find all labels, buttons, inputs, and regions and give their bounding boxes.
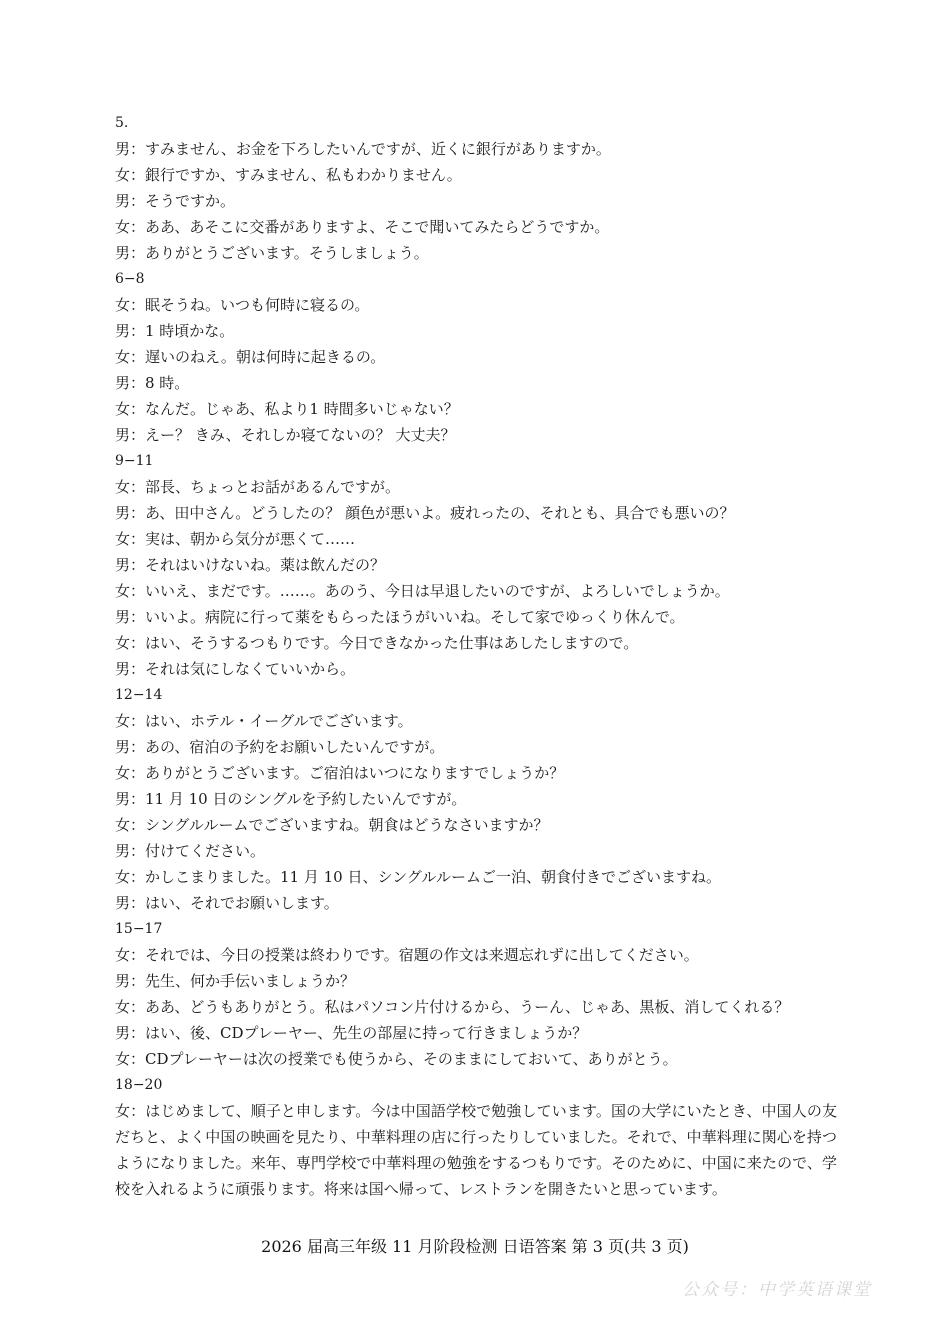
- answer-script: [115, 110, 837, 1202]
- dialogue-line: 男：はい、それでお願いします。: [115, 894, 339, 912]
- section-label: 9−11: [115, 453, 154, 469]
- section-label: 5.: [115, 115, 129, 131]
- monologue-paragraph: 女：はじめまして、順子と申します。今は中国語学校で勉強しています。国の大学にいたとき、中国人の友だちと、よく中国の映画を見たり、中華料理の店に行ったりしていました。それで、中華料理に関心を持つようになりました。来年、専門学校で中華料理の勉強をするつもりです。そのために、中国に来たので、学校を入れるように頑張ります。将来は国へ帰って、レストランを開きたいと思っています。: [115, 1102, 837, 1198]
- section-15-17: [115, 916, 837, 1072]
- dialogue-line: 男：ありがとうございます。そうしましょう。: [115, 244, 429, 262]
- section-label: 12−14: [115, 687, 163, 703]
- dialogue-line: 男：そうですか。: [115, 192, 236, 210]
- dialogue-line: 女：眠そうね。いつも何時に寝るの。: [115, 296, 370, 314]
- dialogue-line: 男：すみません、お金を下ろしたいんですが、近くに銀行がありますか。: [115, 140, 611, 158]
- dialogue-line: 男：あの、宿泊の予約をお願いしたいんですが。: [115, 738, 445, 756]
- dialogue-line: 女：いいえ、まだです。……。あのう、今日は早退したいのですが、よろしいでしょうか。: [115, 582, 730, 600]
- dialogue-line: 男：8 時。: [115, 374, 190, 392]
- dialogue-line: 女：ああ、あそこに交番がありますよ、そこで聞いてみたらどうですか。: [115, 218, 610, 236]
- dialogue-line: 男：それは気にしなくていいから。: [115, 660, 356, 678]
- section-label: 15−17: [115, 921, 163, 937]
- dialogue-line: 女：それでは、今日の授業は終わりです。宿題の作文は来週忘れずに出してください。: [115, 946, 699, 964]
- dialogue-line: 男：はい、後、CDプレーヤー、先生の部屋に持って行きましょうか？: [115, 1024, 588, 1042]
- dialogue-line: 女：ああ、どうもありがとう。私はパソコン片付けるから、うーん、じゃあ、黒板、消してくれる？: [115, 998, 790, 1016]
- dialogue-line: 女：シングルルームでございますね。朝食はどうなさいますか？: [115, 816, 549, 834]
- dialogue-line: 女：はい、そうするつもりです。今日できなかった仕事はあしたしますので。: [115, 634, 639, 652]
- dialogue-line: 女：ありがとうございます。ご宿泊はいつになりますでしょうか？: [115, 764, 565, 782]
- dialogue-line: 男：あ、田中さん。どうしたの？ 顔色が悪いよ。疲れったの、それとも、具合でも悪いの？: [115, 504, 735, 522]
- dialogue-line: 女：部長、ちょっとお話があるんですが。: [115, 478, 401, 496]
- section-9-11: [115, 448, 837, 682]
- dialogue-line: 男：いいよ。病院に行って薬をもらったほうがいいね。そして家でゆっくり休んで。: [115, 608, 685, 626]
- section-6-8: [115, 266, 837, 448]
- section-label: 18−20: [115, 1077, 163, 1093]
- page-footer: 2026 届高三年级 11 月阶段检测 日语答案 第 3 页(共 3 页): [261, 1237, 689, 1256]
- dialogue-line: 女：かしこまりました。11 月 10 日、シングルルームご一泊、朝食付きでございますね。: [115, 868, 721, 886]
- dialogue-line: 女：実は、朝から気分が悪くて……: [115, 530, 356, 548]
- dialogue-line: 男：1 時頃かな。: [115, 322, 235, 340]
- dialogue-line: 男：それはいけないね。薬は飲んだの？: [115, 556, 386, 574]
- dialogue-line: 女：CDプレーヤーは次の授業でも使うから、そのままにしておいて、ありがとう。: [115, 1050, 678, 1068]
- dialogue-line: 女：なんだ。じゃあ、私より1 時間多いじゃない？: [115, 400, 459, 418]
- watermark-text: 公众号：中学英语课堂: [682, 1280, 872, 1300]
- dialogue-line: 女：はい、ホテル・イーグルでございます。: [115, 712, 413, 730]
- dialogue-line: 女：遅いのねえ。朝は何時に起きるの。: [115, 348, 386, 366]
- dialogue-line: 女：銀行ですか、すみません、私もわかりません。: [115, 166, 462, 184]
- section-12-14: [115, 682, 837, 916]
- dialogue-line: 男：付けてください。: [115, 842, 266, 860]
- section-5: [115, 110, 837, 266]
- dialogue-line: 男：えー？ きみ、それしか寝てないの？ 大丈夫？: [115, 426, 456, 444]
- section-label: 6−8: [115, 271, 145, 287]
- section-18-20: [115, 1072, 837, 1202]
- dialogue-line: 男：11 月 10 日のシングルを予約したいんですが。: [115, 790, 467, 808]
- dialogue-line: 男：先生、何か手伝いましょうか？: [115, 972, 356, 990]
